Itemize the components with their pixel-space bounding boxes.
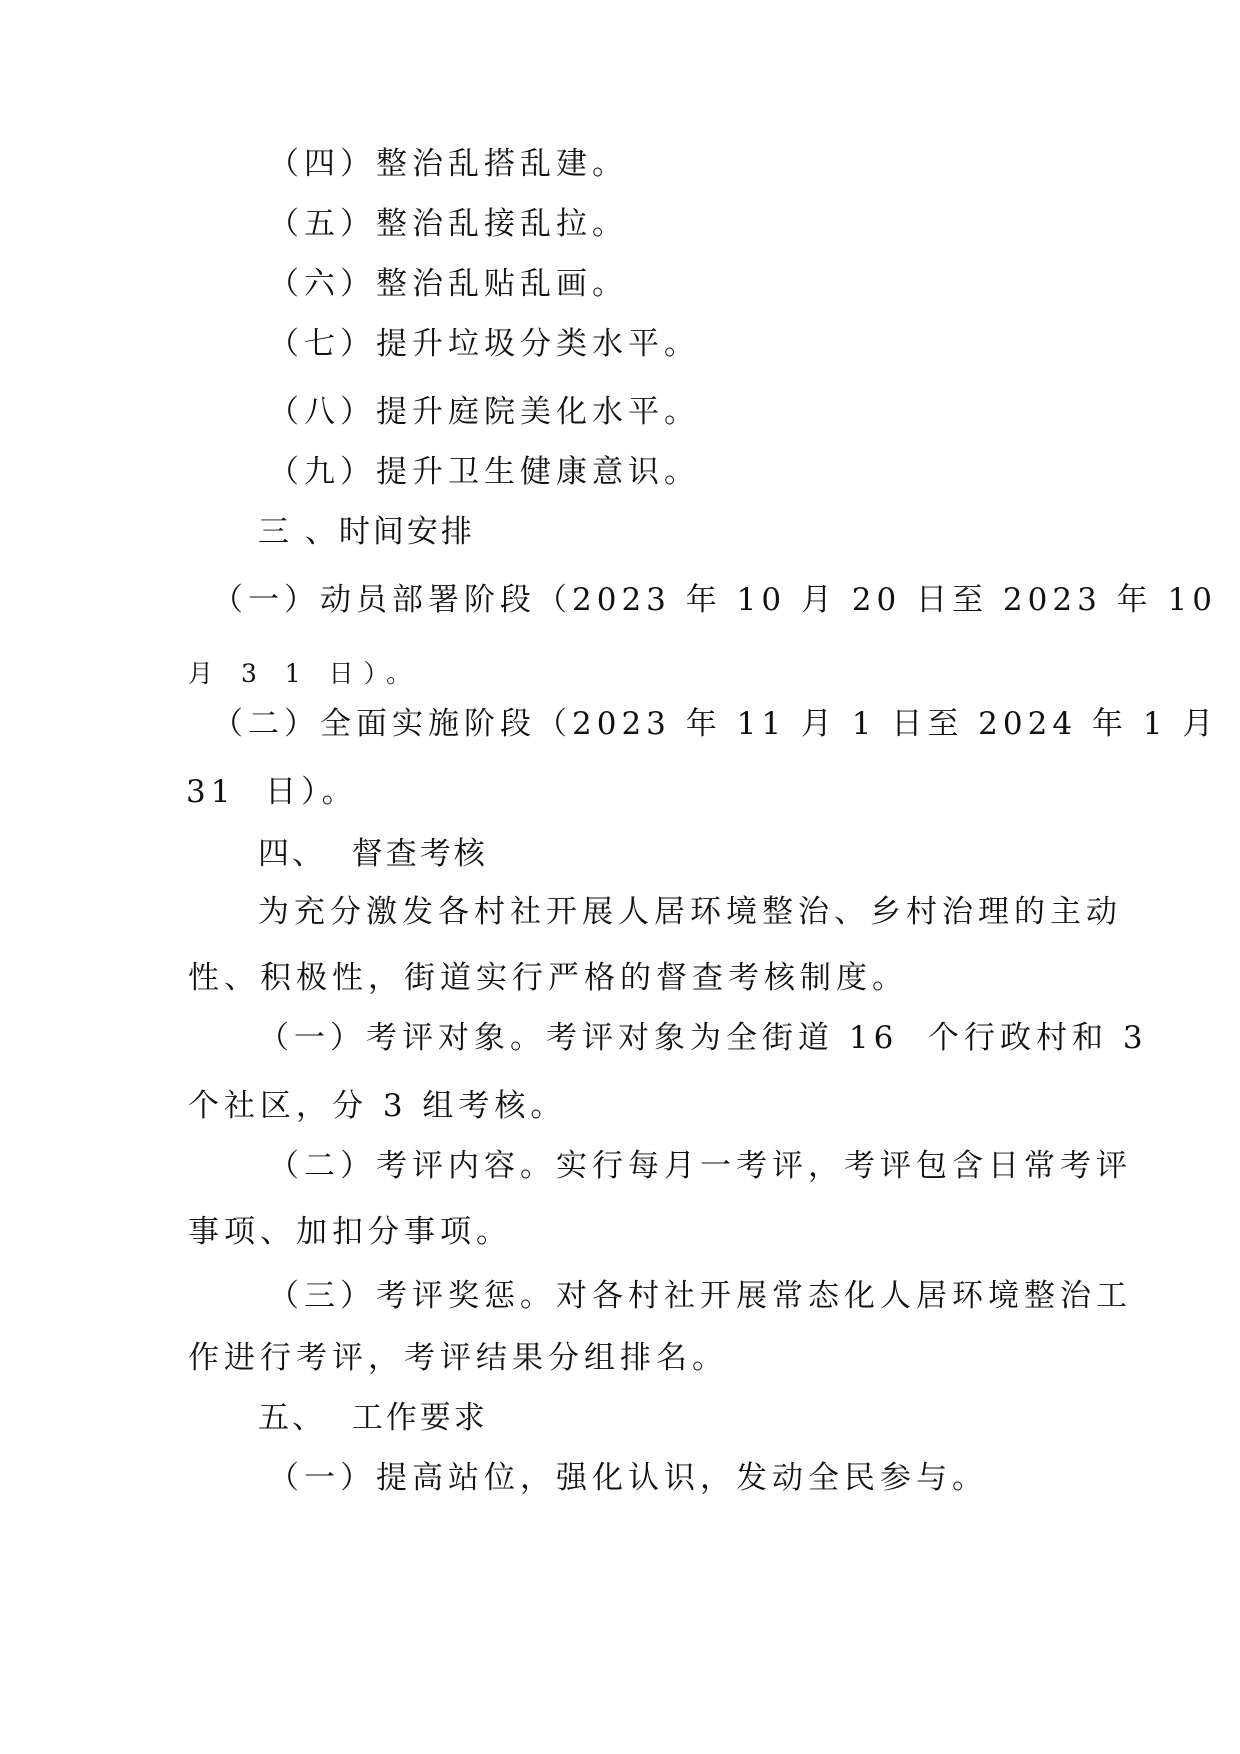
evaluation-content: （二）考评内容。实行每月一考评，考评包含日常考评 <box>268 1148 1132 1184</box>
item-5-rectify-wiring: （五）整治乱接乱拉。 <box>268 206 628 242</box>
section-4-paragraph-line-1: 为充分激发各村社开展人居环境整治、乡村治理的主动 <box>258 894 1122 930</box>
item-7-garbage-sorting: （七）提升垃圾分类水平。 <box>268 326 700 362</box>
evaluation-rewards-continued: 作进行考评，考评结果分组排名。 <box>188 1340 728 1376</box>
section-4-heading: 四、 督查考核 <box>258 836 488 872</box>
stage-2-implementation-end: 31 日）。 <box>186 774 358 810</box>
stage-1-mobilization: （一）动员部署阶段（2023 年 10 月 20 日至 2023 年 10 <box>212 582 1217 618</box>
section-5-heading: 五、 工作要求 <box>258 1400 488 1436</box>
section-4-paragraph-line-2: 性、积极性，街道实行严格的督查考核制度。 <box>188 960 908 996</box>
evaluation-rewards: （三）考评奖惩。对各村社开展常态化人居环境整治工 <box>268 1278 1132 1314</box>
evaluation-content-continued: 事项、加扣分事项。 <box>188 1214 512 1250</box>
item-4-rectify-illegal-construction: （四）整治乱搭乱建。 <box>268 146 628 182</box>
evaluation-targets: （一）考评对象。考评对象为全街道 16 个行政村和 3 <box>258 1020 1148 1056</box>
evaluation-targets-continued: 个社区，分 3 组考核。 <box>188 1088 567 1124</box>
section-3-heading: 三 、时间安排 <box>258 514 475 550</box>
requirement-1: （一）提高站位，强化认识，发动全民参与。 <box>268 1460 988 1496</box>
item-9-health-awareness: （九）提升卫生健康意识。 <box>268 454 700 490</box>
item-8-courtyard-beautification: （八）提升庭院美化水平。 <box>268 394 700 430</box>
stage-2-implementation: （二）全面实施阶段（2023 年 11 月 1 日至 2024 年 1 月 <box>212 706 1219 742</box>
item-6-rectify-posters: （六）整治乱贴乱画。 <box>268 266 628 302</box>
stage-1-mobilization-end: 月 3 1 日）。 <box>188 659 422 688</box>
